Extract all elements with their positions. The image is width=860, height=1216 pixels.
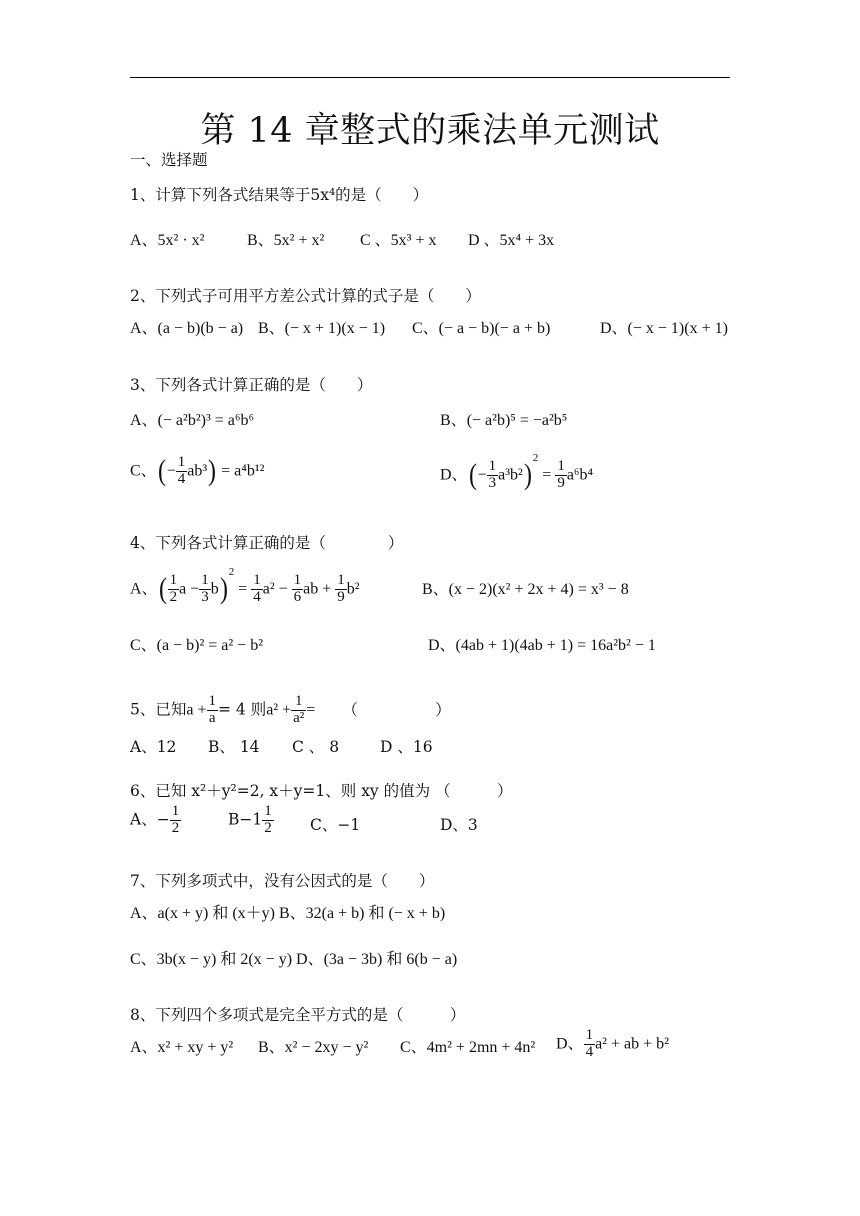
question-1-stem: 1、计算下列各式结果等于5x⁴的是（ ） bbox=[130, 186, 429, 204]
q3-option-b-expr: (− a²b)⁵ = −a²b⁵ bbox=[466, 412, 568, 429]
question-7-stem: 7、下列多项式中，没有公因式的是（ ） bbox=[130, 872, 435, 890]
question-7-line-1: A、a(x + y) 和 (x＋y) B、32(a + b) 和 (− x + b) bbox=[130, 905, 446, 922]
q3-option-a: A、(− a²b²)³ = a⁶b⁶ bbox=[130, 412, 255, 429]
q3-option-b: B、(− a²b)⁵ = −a²b⁵ bbox=[440, 412, 568, 429]
q4-option-c: C、(a − b)² = a² − b² bbox=[130, 637, 263, 654]
question-6-stem: 6、已知 x²＋y²=2, x＋y=1、则 xy 的值为 （ ） bbox=[130, 782, 513, 800]
question-7-line-2: C、3b(x − y) 和 2(x − y) D、(3a − 3b) 和 6(b − a) bbox=[130, 951, 458, 968]
q2-option-a: A、(a − b)(b − a) bbox=[130, 320, 244, 337]
q1-option-b: B、5x² + x² bbox=[247, 232, 325, 249]
q4-option-b: B、(x − 2)(x² + 2x + 4) = x³ − 8 bbox=[422, 581, 629, 598]
question-8-stem: 8、下列四个多项式是完全平方式的是（ ） bbox=[130, 1006, 466, 1024]
header-rule bbox=[130, 77, 730, 78]
q3-option-d: D、(− $\frac{1}{3}$ a³b²)$^2$ = $\frac{1}{9}$ a⁶b⁴ bbox=[440, 452, 594, 492]
question-2-stem: 2、下列式子可用平方差公式计算的式子是（ ） bbox=[130, 287, 481, 305]
q3-c-fraction: $\frac{1}{4}$ bbox=[177, 454, 186, 487]
q1-option-a: A、5x² · x² bbox=[130, 232, 205, 249]
q3-d-rhs-fraction: $\frac{1}{9}$ bbox=[557, 458, 565, 491]
q1-option-c: C 、5x³ + x bbox=[360, 232, 437, 249]
q2-option-c: C、(− a − b)(− a + b) bbox=[412, 320, 551, 337]
q2-option-b: B、(− x + 1)(x − 1) bbox=[258, 320, 386, 337]
page-title: 第 14 章整式的乘法单元测试 bbox=[200, 111, 660, 151]
section-heading: 一、选择题 bbox=[130, 151, 208, 169]
q3-option-c: C、(− $\frac{1}{4}$ ab³) = a⁴b¹² bbox=[130, 454, 265, 488]
q2-option-d: D、(− x − 1)(x + 1) bbox=[600, 320, 728, 337]
question-3-stem: 3、下列各式计算正确的是（ ） bbox=[130, 376, 373, 394]
q4-option-d: D、(4ab + 1)(4ab + 1) = 16a²b² − 1 bbox=[428, 637, 656, 654]
q4-option-a: A、( $\frac{1}{2}$ a − $\frac{1}{3}$ b)$^2$ = $\frac{1}{4}$ a² − $\frac{1}{6}$ ab + $\frac{1}{9}$ b² bbox=[130, 566, 360, 606]
q3-d-fraction: $\frac{1}{3}$ bbox=[488, 458, 497, 491]
q1-option-d: D 、5x⁴ + 3x bbox=[468, 232, 555, 249]
q3-option-a-expr: (− a²b²)³ = a⁶b⁶ bbox=[157, 412, 255, 429]
question-4-stem: 4、下列各式计算正确的是（ ） bbox=[130, 534, 404, 552]
question-5-stem: 5、已知a + $\frac{1}{a}$ = 4 则a² + $\frac{1}{\text{a²}}$ = （ ） bbox=[130, 693, 451, 726]
